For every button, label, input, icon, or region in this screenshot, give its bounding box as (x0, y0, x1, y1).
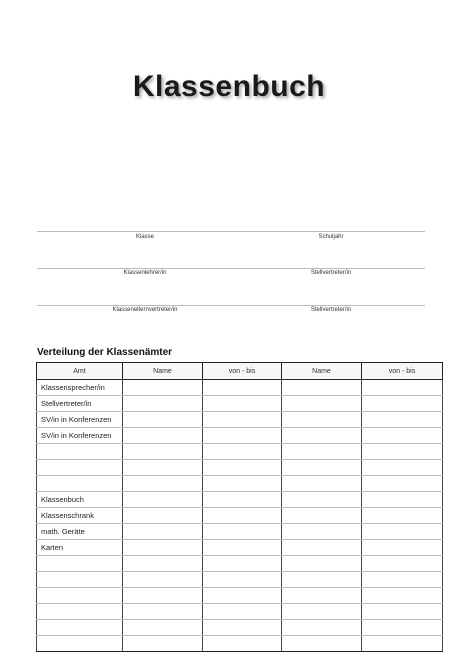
table-row (37, 636, 443, 652)
name-cell[interactable] (123, 572, 203, 588)
name-cell[interactable] (123, 588, 203, 604)
info-label-schoolyear: Schuljahr (318, 234, 344, 240)
duty-cell: SV/in in Konferenzen (37, 428, 123, 444)
name-cell[interactable] (282, 412, 362, 428)
period-cell[interactable] (362, 572, 443, 588)
page-title: Klassenbuch (132, 70, 326, 103)
duty-cell (37, 460, 123, 476)
table-row (37, 444, 443, 460)
header-name-2: Name (282, 363, 362, 380)
duty-cell (37, 588, 123, 604)
name-cell[interactable] (282, 572, 362, 588)
name-cell[interactable] (282, 588, 362, 604)
duty-cell (37, 444, 123, 460)
period-cell[interactable] (203, 588, 282, 604)
name-cell[interactable] (282, 380, 362, 396)
table-row (37, 508, 443, 524)
name-cell[interactable] (282, 540, 362, 556)
period-cell[interactable] (203, 460, 282, 476)
period-cell[interactable] (203, 604, 282, 620)
period-cell[interactable] (203, 396, 282, 412)
name-cell[interactable] (282, 444, 362, 460)
name-cell[interactable] (282, 492, 362, 508)
table-row (37, 524, 443, 540)
duty-cell: SV/in in Konferenzen (37, 412, 123, 428)
name-cell[interactable] (123, 636, 203, 652)
name-cell[interactable] (123, 460, 203, 476)
info-label-teacher: Klassenlehrer/in (123, 270, 167, 276)
name-cell[interactable] (123, 412, 203, 428)
name-cell[interactable] (282, 460, 362, 476)
name-cell[interactable] (123, 396, 203, 412)
table-row (37, 412, 443, 428)
name-cell[interactable] (282, 428, 362, 444)
duty-cell (37, 476, 123, 492)
name-cell[interactable] (282, 396, 362, 412)
table-row (37, 380, 443, 396)
period-cell[interactable] (362, 540, 443, 556)
duty-cell (37, 604, 123, 620)
duty-cell: Klassensprecher/in (37, 380, 123, 396)
table-row (37, 492, 443, 508)
period-cell[interactable] (203, 540, 282, 556)
period-cell[interactable] (362, 476, 443, 492)
name-cell[interactable] (123, 524, 203, 540)
name-cell[interactable] (123, 508, 203, 524)
period-cell[interactable] (362, 588, 443, 604)
header-name-1: Name (123, 363, 203, 380)
period-cell[interactable] (362, 492, 443, 508)
period-cell[interactable] (203, 444, 282, 460)
name-cell[interactable] (282, 636, 362, 652)
period-cell[interactable] (362, 636, 443, 652)
table-row (37, 428, 443, 444)
info-label-parent-rep: Klassenelternvertreter/in (112, 307, 178, 313)
header-period-1: von - bis (203, 363, 282, 380)
period-cell[interactable] (362, 508, 443, 524)
period-cell[interactable] (362, 524, 443, 540)
table-row (37, 620, 443, 636)
period-cell[interactable] (203, 428, 282, 444)
name-cell[interactable] (123, 428, 203, 444)
table-row (37, 540, 443, 556)
name-cell[interactable] (123, 620, 203, 636)
period-cell[interactable] (362, 428, 443, 444)
name-cell[interactable] (123, 540, 203, 556)
period-cell[interactable] (362, 460, 443, 476)
period-cell[interactable] (362, 620, 443, 636)
name-cell[interactable] (282, 604, 362, 620)
period-cell[interactable] (203, 380, 282, 396)
table-header-row (37, 363, 443, 380)
name-cell[interactable] (123, 380, 203, 396)
info-line-1 (37, 231, 425, 232)
duty-cell (37, 636, 123, 652)
duty-cell (37, 556, 123, 572)
duty-cell: math. Geräte (37, 524, 123, 540)
period-cell[interactable] (203, 620, 282, 636)
name-cell[interactable] (123, 444, 203, 460)
period-cell[interactable] (203, 412, 282, 428)
period-cell[interactable] (362, 604, 443, 620)
duty-cell: Klassenschrank (37, 508, 123, 524)
period-cell[interactable] (362, 396, 443, 412)
info-label-parent-rep-deputy: Stellvertreter/in (310, 307, 352, 313)
header-amt: Amt (37, 363, 123, 380)
name-cell[interactable] (123, 476, 203, 492)
period-cell[interactable] (203, 476, 282, 492)
period-cell[interactable] (203, 636, 282, 652)
duty-cell: Stellvertreter/in (37, 396, 123, 412)
period-cell[interactable] (362, 556, 443, 572)
duty-cell (37, 572, 123, 588)
name-cell[interactable] (282, 476, 362, 492)
period-cell[interactable] (203, 556, 282, 572)
period-cell[interactable] (203, 524, 282, 540)
name-cell[interactable] (282, 556, 362, 572)
table-row (37, 460, 443, 476)
duty-cell (37, 620, 123, 636)
info-line-2 (37, 268, 425, 269)
period-cell[interactable] (203, 572, 282, 588)
info-line-3 (37, 305, 425, 306)
period-cell[interactable] (362, 380, 443, 396)
table-row (37, 396, 443, 412)
duty-cell: Klassenbuch (37, 492, 123, 508)
name-cell[interactable] (123, 604, 203, 620)
name-cell[interactable] (282, 524, 362, 540)
header-period-2: von - bis (362, 363, 443, 380)
duties-table (36, 362, 443, 652)
name-cell[interactable] (123, 556, 203, 572)
name-cell[interactable] (123, 492, 203, 508)
table-row (37, 556, 443, 572)
table-row (37, 476, 443, 492)
table-row (37, 572, 443, 588)
duty-cell: Karten (37, 540, 123, 556)
name-cell[interactable] (282, 620, 362, 636)
period-cell[interactable] (362, 444, 443, 460)
name-cell[interactable] (282, 508, 362, 524)
info-label-class: Klasse (135, 234, 155, 240)
period-cell[interactable] (203, 508, 282, 524)
period-cell[interactable] (362, 412, 443, 428)
table-row (37, 604, 443, 620)
period-cell[interactable] (203, 492, 282, 508)
table-row (37, 588, 443, 604)
info-label-teacher-deputy: Stellvertreter/in (310, 270, 352, 276)
section-title: Verteilung der Klassenämter (37, 347, 173, 358)
